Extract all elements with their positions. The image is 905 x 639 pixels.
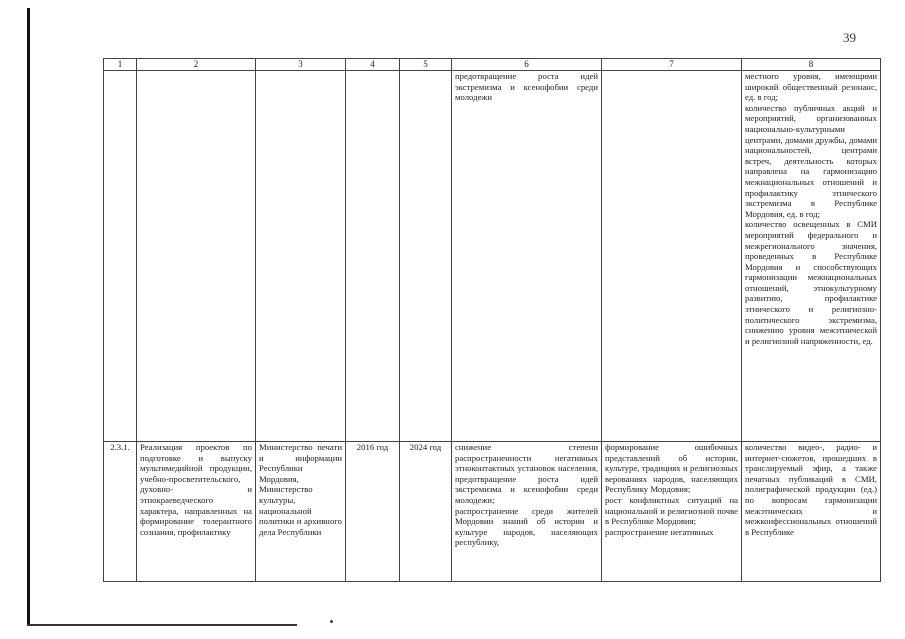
column-number: 7 — [602, 59, 742, 71]
scan-edge-left — [27, 8, 30, 625]
start-year — [346, 71, 400, 442]
scan-edge-bottom — [27, 624, 297, 626]
expected-result: снижение степени распространенности негативных этноконтактных установок населения, предотвращение роста идей экстремизма и ксенофобии среди молодежи; распространение среди жителей Мордовии знаний об истории и культуре народов, населяющих республику, — [452, 442, 602, 582]
scan-speck — [330, 620, 333, 623]
table-row — [104, 442, 881, 582]
column-number: 4 — [346, 59, 400, 71]
row-number: 2.3.1. — [104, 442, 137, 582]
column-number: 2 — [137, 59, 256, 71]
column-number: 1 — [104, 59, 137, 71]
executor: Министерство печати и информации Республики Мордовия, Министерство культуры, национальной политики и архивного дела Республики — [256, 442, 346, 582]
program-table — [103, 58, 881, 582]
activity-name — [137, 71, 256, 442]
activity-name: Реализация проектов по подготовке и выпуску мультимедийной продукции, учебно-просветительского, духовно- и этнокраеведческого характера, направленных на формирование толерантного сознания, профилактику — [137, 442, 256, 582]
executor — [256, 71, 346, 442]
end-year — [400, 71, 452, 442]
column-number: 6 — [452, 59, 602, 71]
indicator: количество видео-, радио- и интернет-сюжетов, прошедших в транслируемый эфир, а также печатных публикаций в СМИ, полиграфической продукции (ед.) по вопросам гармонизации межэтнических и межконфессиональных отношений в Республике — [742, 442, 881, 582]
page-number: 39 — [843, 30, 856, 45]
end-year: 2024 год — [400, 442, 452, 582]
column-number-row — [104, 59, 881, 71]
row-number — [104, 71, 137, 442]
column-number: 8 — [742, 59, 881, 71]
column-number: 3 — [256, 59, 346, 71]
expected-result: предотвращение роста идей экстремизма и ксенофобии среди молодежи — [452, 71, 602, 442]
indicator: местного уровня, имеющими широкий общественный резонанс, ед. в год; количество публичных акций и мероприятий, организованных национально-культурными центрами, домами дружбы, домами национальностей, центрами встреч, деятельность которых направлена на гармонизацию межнациональных отношений и профилактику этнического экстремизма в Республике Мордовия, ед. в год; количество освещенных в СМИ мероприятий федерального и межрегионального значения, проведенных в Республике Мордовия и способствующих гармонизации межнациональных отношений, этнокультурному развитию, профилактике этнического и религиозно-политического экстремизма, снижению уровня межэтнической и религиозной напряженности, ед. — [742, 71, 881, 442]
consequence — [602, 71, 742, 442]
consequence: формирование ошибочных представлений об истории, культуре, традициях и религиозных верованиях народов, населяющих Республику Мордовия; рост конфликтных ситуаций на национальной и религиозной почве в Республике Мордовия; распространение негативных — [602, 442, 742, 582]
table-row — [104, 71, 881, 442]
column-number: 5 — [400, 59, 452, 71]
start-year: 2016 год — [346, 442, 400, 582]
